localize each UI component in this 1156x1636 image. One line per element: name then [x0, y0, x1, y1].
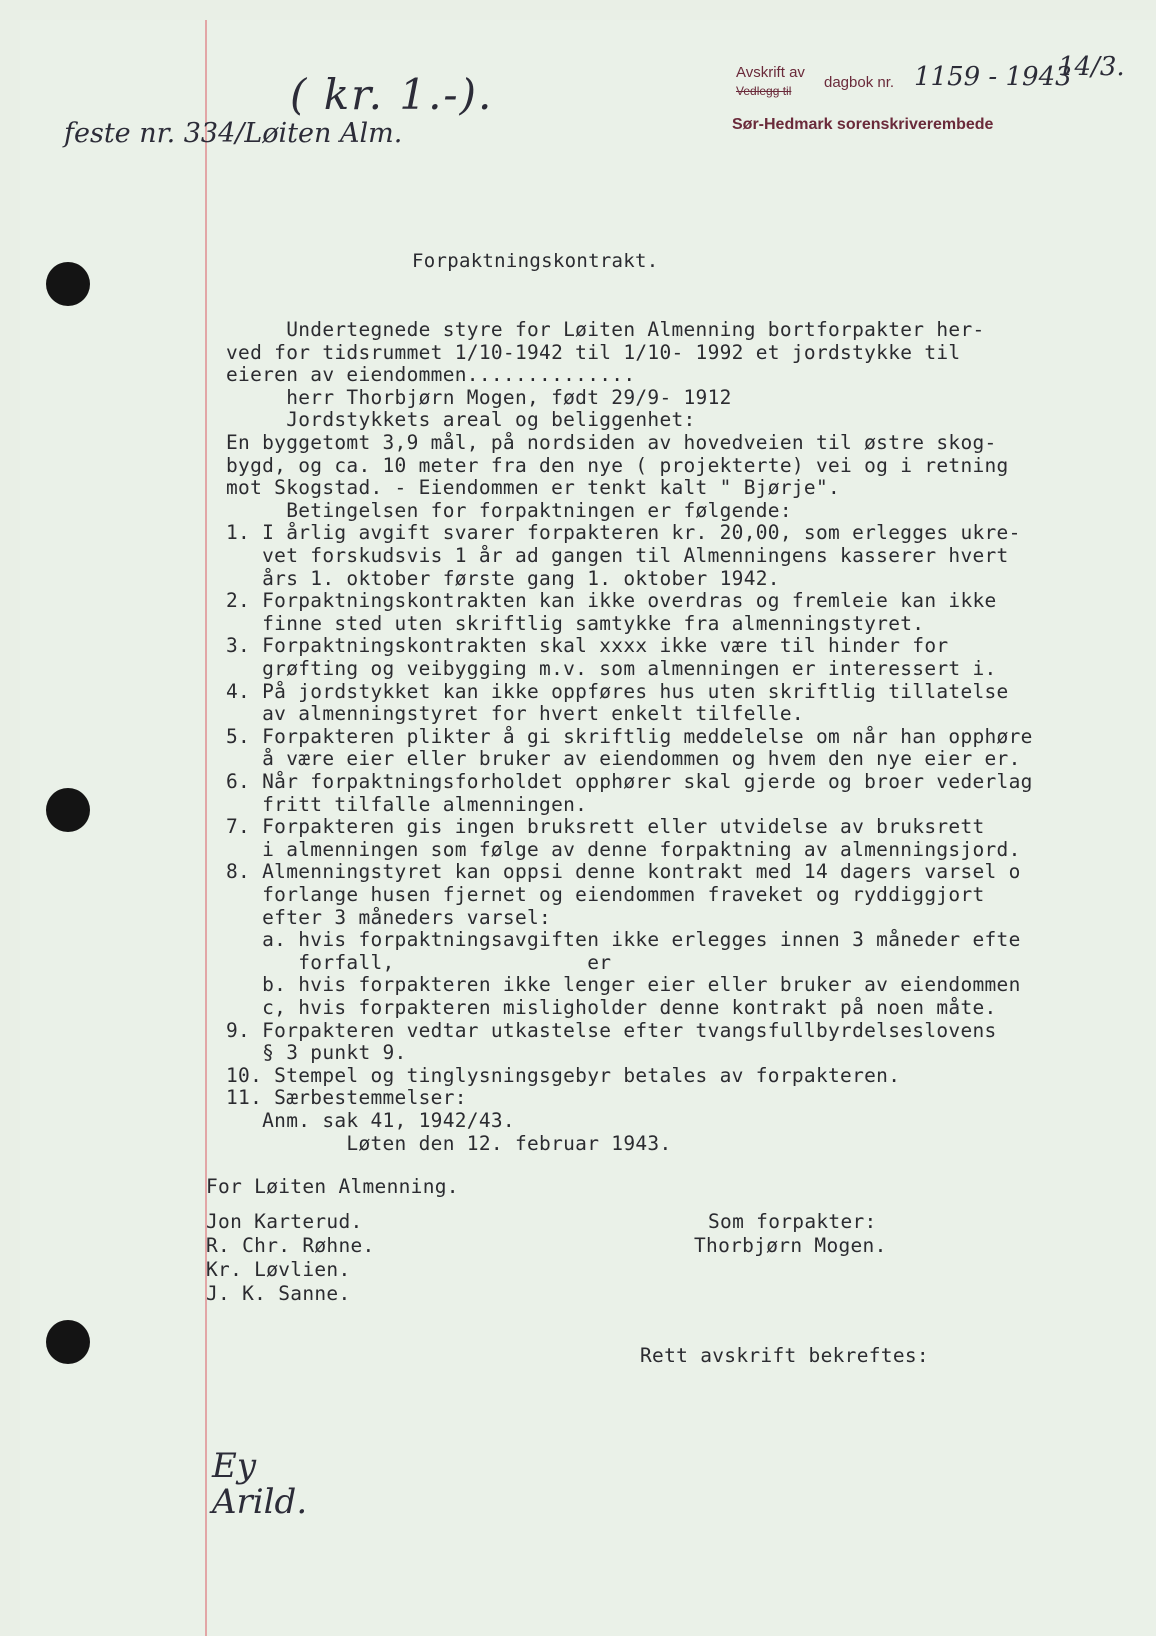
stamp-vedlegg-struck: Vedlegg til	[736, 84, 792, 98]
signer-name: J. K. Sanne.	[206, 1282, 351, 1305]
contract-line: vet forskudsvis 1 år ad gangen til Almenningens kasserer hvert	[226, 544, 1009, 567]
contract-line: års 1. oktober første gang 1. oktober 1942.	[226, 566, 780, 590]
handwritten-initials: Ey Arild.	[212, 1446, 308, 1522]
contract-line: 6. Når forpaktningsforholdet opphører skal gjerde og broer vederlag	[226, 770, 1033, 793]
contract-line: a. hvis forpaktningsavgiften ikke erlegges innen 3 måneder efte	[226, 928, 1021, 952]
contract-line: eieren av eiendommen..............	[226, 363, 636, 387]
contract-line: 5. Forpakteren plikter å gi skriftlig meddelelse om når han opphøre	[226, 724, 1033, 748]
contract-line: Anm. sak 41, 1942/43.	[226, 1109, 515, 1132]
contract-line: efter 3 måneders varsel:	[226, 905, 552, 929]
contract-line: 2. Forpaktningskontrakten kan ikke overdras og fremleie kan ikke	[226, 589, 997, 613]
contract-line: i almenningen som følge av denne forpaktning av almenningsjord.	[226, 837, 1021, 861]
punch-hole	[46, 262, 90, 306]
contract-line: b. hvis forpakteren ikke lenger eier eller bruker av eiendommen	[226, 973, 1021, 997]
stamp-dagbok-number: 1159 - 1943	[914, 62, 1072, 92]
for-label: For Løiten Almenning.	[206, 1175, 459, 1198]
margin-rule	[205, 20, 207, 1636]
stamp-avskrift: Avskrift av	[736, 64, 805, 81]
contract-line: Jordstykkets areal og beliggenhet:	[226, 408, 696, 432]
contract-line: § 3 punkt 9.	[226, 1041, 407, 1065]
contract-line: 11. Særbestemmelser:	[226, 1086, 467, 1110]
contract-line: av almenningstyret for hvert enkelt tilfelle.	[226, 702, 804, 726]
contract-line: herr Thorbjørn Mogen, født 29/9- 1912	[226, 385, 732, 409]
handwritten-feste-number: feste nr. 334/Løiten Alm.	[64, 118, 403, 149]
lessee-label: Som forpakter:	[708, 1210, 877, 1233]
contract-line: 9. Forpakteren vedtar utkastelse efter tvangsfullbyrdelseslovens	[226, 1018, 997, 1042]
contract-line: 4. På jordstykket kan ikke oppføres hus uten skriftlig tillatelse	[226, 679, 1009, 703]
contract-line: bygd, og ca. 10 meter fra den nye ( projekterte) vei og i retning	[226, 453, 1009, 477]
document-title: Forpaktningskontrakt.	[412, 250, 659, 272]
stamp-dagbok-label: dagbok nr.	[824, 74, 895, 91]
contract-line: Løten den 12. februar 1943.	[226, 1131, 672, 1155]
contract-line: finne sted uten skriftlig samtykke fra almenningstyret.	[226, 611, 925, 635]
contract-line: å være eier eller bruker av eiendommen og hvem den nye eier er.	[226, 747, 1021, 771]
lessee-name: Thorbjørn Mogen.	[694, 1234, 887, 1257]
contract-line: En byggetomt 3,9 mål, på nordsiden av hovedveien til østre skog-	[226, 431, 997, 454]
punch-hole	[46, 788, 90, 832]
signer-name: Kr. Løvlien.	[206, 1258, 351, 1281]
contract-line: fritt tilfalle almenningen.	[226, 792, 588, 816]
contract-line: ved for tidsrummet 1/10-1942 til 1/10- 1992 et jordstykke til	[226, 340, 961, 364]
certification: Rett avskrift bekreftes:	[640, 1344, 929, 1367]
handwritten-fee: ( kr. 1.-).	[290, 70, 494, 119]
contract-line: 8. Almenningstyret kan oppsi denne kontrakt med 14 dagers varsel o	[226, 860, 1021, 884]
contract-line: 7. Forpakteren gis ingen bruksrett eller utvidelse av bruksrett	[226, 815, 985, 839]
punch-hole	[46, 1320, 90, 1364]
contract-line: forfall, er	[226, 950, 612, 974]
signer-name: R. Chr. Røhne.	[206, 1234, 375, 1257]
contract-line: grøfting og veibygging m.v. som almenningen er interessert i.	[226, 657, 997, 680]
contract-line: forlange husen fjernet og eiendommen fraveket og ryddiggjort	[226, 883, 985, 906]
handwritten-date: 14/3.	[1058, 52, 1125, 82]
contract-line: 3. Forpaktningskontrakten skal xxxx ikke være til hinder for	[226, 634, 949, 658]
contract-line: 1. I årlig avgift svarer forpakteren kr. 20,00, som erlegges ukre-	[226, 521, 1021, 545]
signer-name: Jon Karterud.	[206, 1210, 363, 1233]
contract-line: Undertegnede styre for Løiten Almenning bortforpakter her-	[226, 318, 985, 341]
contract-line: mot Skogstad. - Eiendommen er tenkt kalt " Bjørje".	[226, 476, 841, 500]
stamp-office: Sør-Hedmark sorenskriverembede	[732, 116, 994, 133]
contract-line: c, hvis forpakteren misligholder denne kontrakt på noen måte.	[226, 996, 997, 1019]
contract-line: 10. Stempel og tinglysningsgebyr betales av forpakteren.	[226, 1063, 901, 1087]
contract-line: Betingelsen for forpaktningen er følgende:	[226, 498, 792, 522]
